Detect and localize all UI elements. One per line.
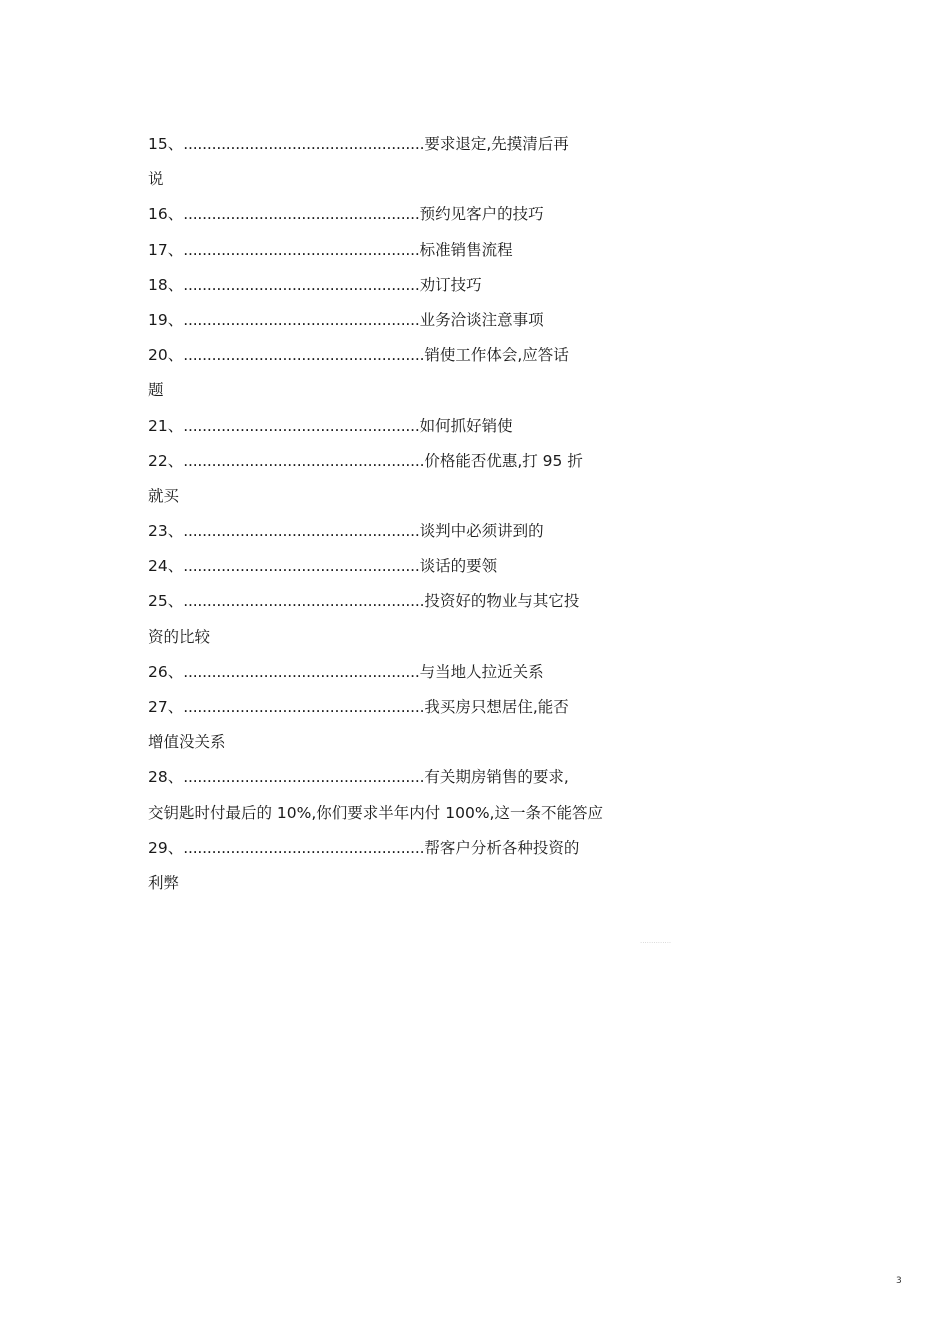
toc-title: 与当地人拉近关系 bbox=[419, 662, 544, 681]
toc-leader-dots: .................................................. bbox=[183, 416, 420, 435]
toc-title: 帮客户分析各种投资的 bbox=[424, 838, 580, 857]
toc-entry-28[interactable]: 28、...................................................有关期房销售的要求, bbox=[148, 768, 569, 787]
toc-continuation-27: 增值没关系 bbox=[148, 733, 226, 752]
toc-entry-21[interactable]: 21、..................................................如何抓好销使 bbox=[148, 416, 513, 435]
toc-entry-18[interactable]: 18、..................................................劝订技巧 bbox=[148, 275, 482, 294]
toc-entry-26[interactable]: 26、..................................................与当地人拉近关系 bbox=[148, 662, 544, 681]
toc-title: 如何抓好销使 bbox=[419, 416, 513, 435]
toc-entry-29[interactable]: 29、...................................................帮客户分析各种投资的 bbox=[148, 838, 580, 857]
toc-leader-dots: ................................................... bbox=[183, 768, 425, 787]
toc-title: 我买房只想居住,能否 bbox=[424, 698, 569, 716]
toc-leader-dots: ................................................... bbox=[183, 698, 425, 716]
toc-leader-dots: ................................................... bbox=[183, 592, 425, 611]
toc-leader-dots: .................................................. bbox=[183, 522, 420, 541]
toc-leader-dots: .................................................. bbox=[183, 310, 420, 329]
toc-title: 销使工作体会,应答话 bbox=[424, 346, 569, 365]
toc-entry-24[interactable]: 24、..................................................谈话的要领 bbox=[148, 557, 498, 576]
toc-leader-dots: .................................................. bbox=[183, 205, 420, 224]
toc-leader-dots: ................................................... bbox=[183, 451, 425, 470]
toc-title: 谈话的要领 bbox=[419, 557, 498, 576]
toc-entry-15[interactable]: 15、...................................................要求退定,先摸清后再 bbox=[148, 135, 569, 153]
toc-title: 价格能否优惠,打 95 折 bbox=[424, 451, 583, 470]
toc-title: 谈判中必须讲到的 bbox=[419, 522, 544, 541]
toc-entry-23[interactable]: 23、..................................................谈判中必须讲到的 bbox=[148, 522, 544, 541]
toc-title: 标准销售流程 bbox=[419, 240, 513, 259]
toc-entry-22[interactable]: 22、...................................................价格能否优惠,打 95 折 bbox=[148, 451, 583, 470]
toc-continuation-22: 就买 bbox=[148, 486, 180, 505]
toc-entry-16[interactable]: 16、..................................................预约见客户的技巧 bbox=[148, 205, 544, 224]
toc-continuation-15: 说 bbox=[148, 170, 164, 189]
toc-continuation-20: 题 bbox=[148, 381, 164, 400]
toc-title: 投资好的物业与其它投 bbox=[424, 592, 580, 611]
toc-entry-17[interactable]: 17、..................................................标准销售流程 bbox=[148, 240, 513, 259]
toc-leader-dots: ................................................... bbox=[183, 135, 425, 153]
toc-entry-19[interactable]: 19、..................................................业务洽谈注意事项 bbox=[148, 310, 544, 329]
toc-leader-dots: .................................................. bbox=[183, 557, 420, 576]
toc-leader-dots: .................................................. bbox=[183, 662, 420, 681]
toc-title: 有关期房销售的要求, bbox=[424, 768, 569, 787]
toc-entry-20[interactable]: 20、...................................................销使工作体会,应答话 bbox=[148, 346, 569, 365]
toc-leader-dots: ................................................... bbox=[183, 346, 425, 365]
toc-continuation-29: 利弊 bbox=[148, 873, 180, 892]
toc-leader-dots: .................................................. bbox=[183, 240, 420, 259]
toc-leader-dots: .................................................. bbox=[183, 275, 420, 294]
table-of-contents bbox=[148, 129, 618, 903]
toc-entry-27[interactable]: 27、...................................................我买房只想居住,能否 bbox=[148, 698, 569, 716]
toc-entry-25[interactable]: 25、...................................................投资好的物业与其它投 bbox=[148, 592, 580, 611]
toc-title: 预约见客户的技巧 bbox=[419, 205, 544, 224]
toc-continuation-28: 交钥匙时付最后的 10%,你们要求半年内付 100%,这一条不能答应 bbox=[148, 803, 603, 822]
toc-title: 劝订技巧 bbox=[419, 275, 482, 294]
toc-continuation-25: 资的比较 bbox=[148, 627, 211, 646]
page-number: 3 bbox=[896, 1276, 902, 1286]
toc-title: 要求退定,先摸清后再 bbox=[424, 135, 569, 153]
faint-dotted-mark: .............. bbox=[640, 937, 672, 945]
toc-title: 业务洽谈注意事项 bbox=[419, 310, 544, 329]
toc-leader-dots: ................................................... bbox=[183, 838, 425, 857]
